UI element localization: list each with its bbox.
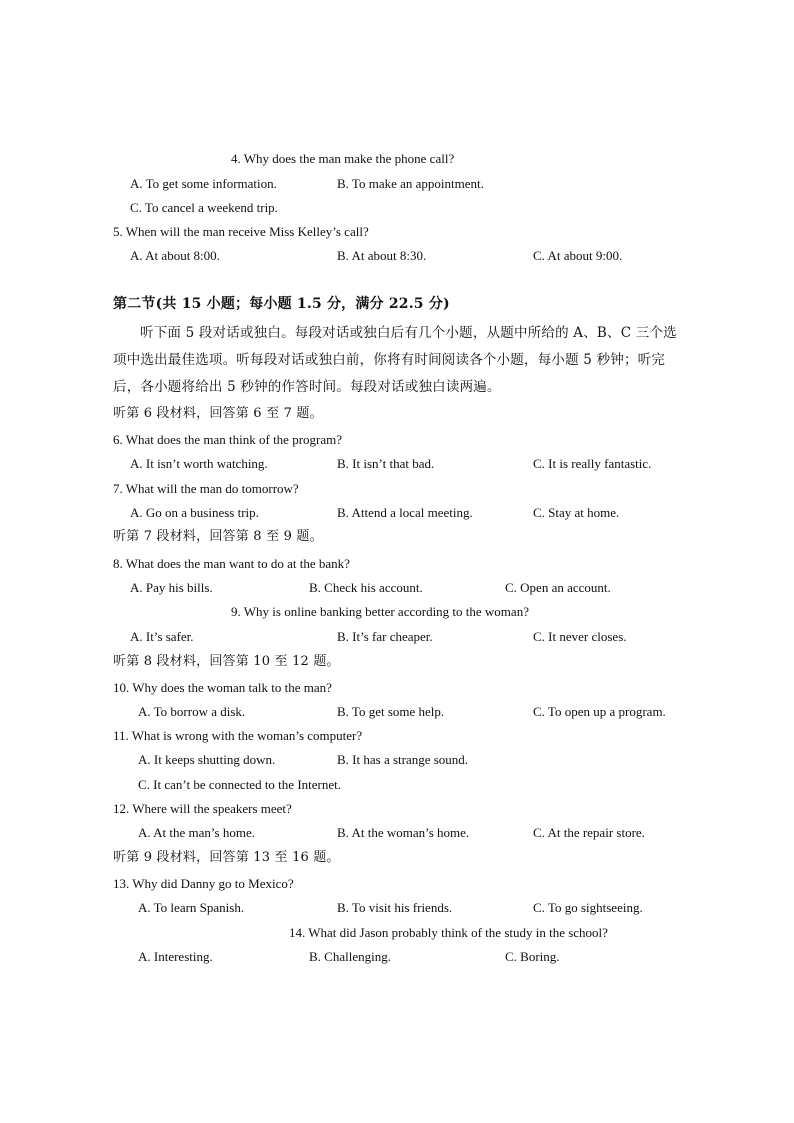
question-6-option-b: B. It isn’t that bad. <box>337 456 435 471</box>
question-11-option-b: B. It has a strange sound. <box>337 752 469 767</box>
question-4-option-a: A. To get some information. <box>130 176 277 191</box>
question-6-option-c: C. It is really fantastic. <box>533 456 652 471</box>
question-12-option-a: A. At the man’s home. <box>138 825 255 840</box>
question-10-stem: 10. Why does the woman talk to the man? <box>113 680 332 695</box>
question-13-option-a: A. To learn Spanish. <box>138 900 245 915</box>
question-9-option-a: A. It’s safer. <box>130 629 194 644</box>
question-8-option-a: A. Pay his bills. <box>130 580 213 595</box>
question-8-stem: 8. What does the man want to do at the bank? <box>113 556 350 571</box>
question-4-option-c: C. To cancel a weekend trip. <box>130 200 278 215</box>
question-7-option-c: C. Stay at home. <box>533 505 620 520</box>
question-9-option-b: B. It’s far cheaper. <box>337 629 433 644</box>
question-5-stem: 5. When will the man receive Miss Kelley’s call? <box>113 224 369 239</box>
question-4-stem: 4. Why does the man make the phone call? <box>231 151 455 166</box>
question-11-option-a: A. It keeps shutting down. <box>138 752 276 767</box>
question-14-option-b: B. Challenging. <box>309 949 391 964</box>
question-9-option-c: C. It never closes. <box>533 629 627 644</box>
question-4-option-b: B. To make an appointment. <box>337 176 484 191</box>
question-14-option-a: A. Interesting. <box>138 949 213 964</box>
question-8-option-c: C. Open an account. <box>505 580 611 595</box>
question-12-stem: 12. Where will the speakers meet? <box>113 801 292 816</box>
question-5-option-b: B. At about 8:30. <box>337 248 427 263</box>
question-13-stem: 13. Why did Danny go to Mexico? <box>113 876 294 891</box>
question-14-option-c: C. Boring. <box>505 949 560 964</box>
question-8-option-b: B. Check his account. <box>309 580 423 595</box>
question-10-option-b: B. To get some help. <box>337 704 445 719</box>
question-13-option-c: C. To go sightseeing. <box>533 900 643 915</box>
section-2-title: 第二节(共 15 小题；每小题 1.5 分，满分 22.5 分) <box>113 296 450 312</box>
question-10-option-a: A. To borrow a disk. <box>138 704 246 719</box>
question-7-stem: 7. What will the man do tomorrow? <box>113 481 299 496</box>
question-11-option-c: C. It can’t be connected to the Internet. <box>138 777 341 792</box>
section-2-instructions: 听下面 5 段对话或独白。每段对话或独白后有几个小题，从题中所给的 A、B、C 三个选项中选出最佳选项。听每段对话或独白前，你将有时间阅读各个小题，每小题 5 秒钟；听完后，各小题将给出 5 秒钟的作答时间。每段对话或独白读两遍。 <box>113 325 677 395</box>
material-9-heading: 听第 9 段材料，回答第 13 至 16 题。 <box>113 850 340 865</box>
question-6-stem: 6. What does the man think of the program? <box>113 432 343 447</box>
question-5-option-c: C. At about 9:00. <box>533 248 623 263</box>
question-12-option-b: B. At the woman’s home. <box>337 825 470 840</box>
question-13-option-b: B. To visit his friends. <box>337 900 453 915</box>
question-6-option-a: A. It isn’t worth watching. <box>130 456 268 471</box>
question-10-option-c: C. To open up a program. <box>533 704 666 719</box>
material-8-heading: 听第 8 段材料，回答第 10 至 12 题。 <box>113 654 340 669</box>
question-7-option-a: A. Go on a business trip. <box>130 505 259 520</box>
material-7-heading: 听第 7 段材料，回答第 8 至 9 题。 <box>113 529 323 544</box>
question-12-option-c: C. At the repair store. <box>533 825 645 840</box>
question-5-option-a: A. At about 8:00. <box>130 248 220 263</box>
question-9-stem: 9. Why is online banking better according to the woman? <box>231 604 529 619</box>
question-11-stem: 11. What is wrong with the woman’s computer? <box>113 728 363 743</box>
question-14-stem: 14. What did Jason probably think of the study in the school? <box>289 925 608 940</box>
question-7-option-b: B. Attend a local meeting. <box>337 505 473 520</box>
material-6-heading: 听第 6 段材料，回答第 6 至 7 题。 <box>113 406 323 421</box>
